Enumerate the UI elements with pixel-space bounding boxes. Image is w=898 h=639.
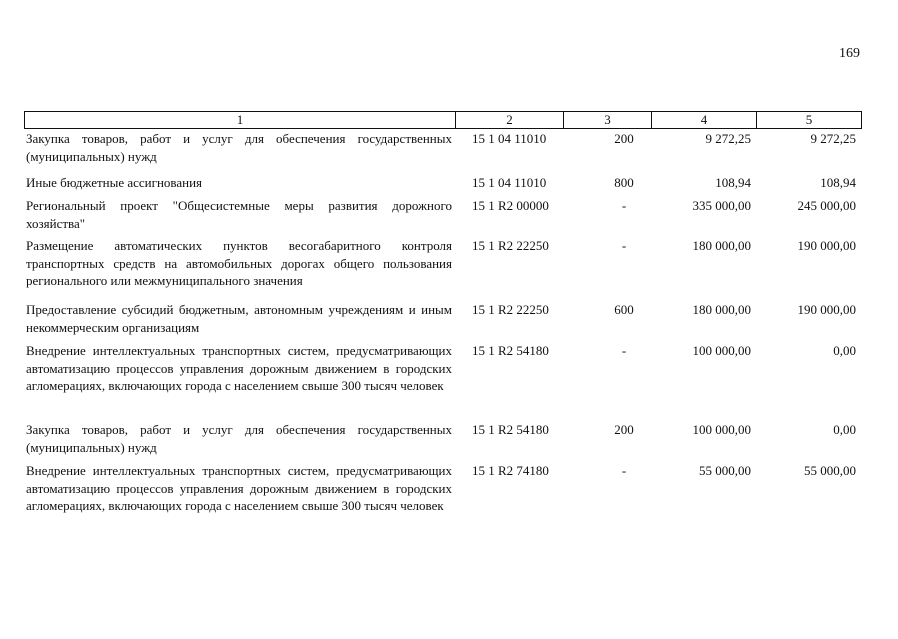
header-col-3: 3 bbox=[563, 112, 651, 128]
page-number: 169 bbox=[839, 46, 860, 61]
row-value-col4: 9 272,25 bbox=[705, 131, 751, 146]
row-expense-type: 200 bbox=[614, 422, 634, 437]
table-row bbox=[24, 174, 860, 197]
row-description: Предоставление субсидий бюджетным, автономным учреждениям и иным некоммерческим организациям bbox=[26, 302, 452, 335]
row-value-col4: 100 000,00 bbox=[692, 422, 751, 437]
row-value-col5: 0,00 bbox=[833, 343, 856, 358]
row-description: Закупка товаров, работ и услуг для обеспечения государственных (муниципальных) нужд bbox=[26, 131, 452, 164]
row-value-col4: 108,94 bbox=[715, 175, 751, 190]
table-row bbox=[24, 421, 860, 462]
row-value-col5: 0,00 bbox=[833, 422, 856, 437]
table-row bbox=[24, 342, 860, 421]
row-value-col4: 100 000,00 bbox=[692, 343, 751, 358]
row-description: Внедрение интеллектуальных транспортных систем, предусматривающих автоматизацию процессов управления дорожным движением в городских агломерациях, включающих города с населением свыше 300 тысяч человек bbox=[26, 463, 452, 513]
row-code: 15 1 R2 22250 bbox=[472, 302, 549, 317]
row-code: 15 1 04 11010 bbox=[472, 131, 547, 146]
row-code: 15 1 R2 54180 bbox=[472, 343, 549, 358]
table-row bbox=[24, 462, 860, 538]
header-col-2: 2 bbox=[455, 112, 563, 128]
row-value-col5: 190 000,00 bbox=[797, 302, 856, 317]
row-value-col4: 180 000,00 bbox=[692, 238, 751, 253]
row-description: Закупка товаров, работ и услуг для обеспечения государственных (муниципальных) нужд bbox=[26, 422, 452, 455]
row-value-col5: 9 272,25 bbox=[810, 131, 856, 146]
table-header bbox=[24, 111, 862, 129]
row-value-col5: 108,94 bbox=[820, 175, 856, 190]
row-code: 15 1 R2 00000 bbox=[472, 198, 549, 213]
table-row bbox=[24, 130, 860, 174]
row-value-col4: 180 000,00 bbox=[692, 302, 751, 317]
row-code: 15 1 04 11010 bbox=[472, 175, 547, 190]
row-value-col5: 55 000,00 bbox=[804, 463, 856, 478]
header-col-1: 1 bbox=[236, 112, 244, 127]
header-col-5: 5 bbox=[756, 112, 861, 128]
row-expense-type: - bbox=[621, 343, 627, 358]
table-body bbox=[24, 130, 860, 538]
row-description: Региональный проект "Общесистемные меры развития дорожного хозяйства" bbox=[26, 198, 452, 231]
row-expense-type: 800 bbox=[614, 175, 634, 190]
row-value-col4: 335 000,00 bbox=[692, 198, 751, 213]
row-code: 15 1 R2 54180 bbox=[472, 422, 549, 437]
row-description: Иные бюджетные ассигнования bbox=[26, 175, 203, 190]
row-value-col4: 55 000,00 bbox=[699, 463, 751, 478]
row-value-col5: 245 000,00 bbox=[797, 198, 856, 213]
row-expense-type: - bbox=[621, 198, 627, 213]
table-row bbox=[24, 301, 860, 342]
row-value-col5: 190 000,00 bbox=[797, 238, 856, 253]
header-col-4: 4 bbox=[651, 112, 756, 128]
table-row bbox=[24, 197, 860, 237]
row-description: Внедрение интеллектуальных транспортных систем, предусматривающих автоматизацию процессов управления дорожным движением в городских агломерациях, включающих города с населением свыше 300 тысяч человек bbox=[26, 343, 452, 393]
row-code: 15 1 R2 22250 bbox=[472, 238, 549, 253]
table-row bbox=[24, 237, 860, 301]
row-expense-type: - bbox=[621, 238, 627, 253]
row-expense-type: 600 bbox=[614, 302, 634, 317]
row-description: Размещение автоматических пунктов весогабаритного контроля транспортных средств на автомобильных дорогах общего пользования регионального или межмуниципального значения bbox=[26, 238, 452, 288]
row-expense-type: 200 bbox=[614, 131, 634, 146]
row-expense-type: - bbox=[621, 463, 627, 478]
row-code: 15 1 R2 74180 bbox=[472, 463, 549, 478]
